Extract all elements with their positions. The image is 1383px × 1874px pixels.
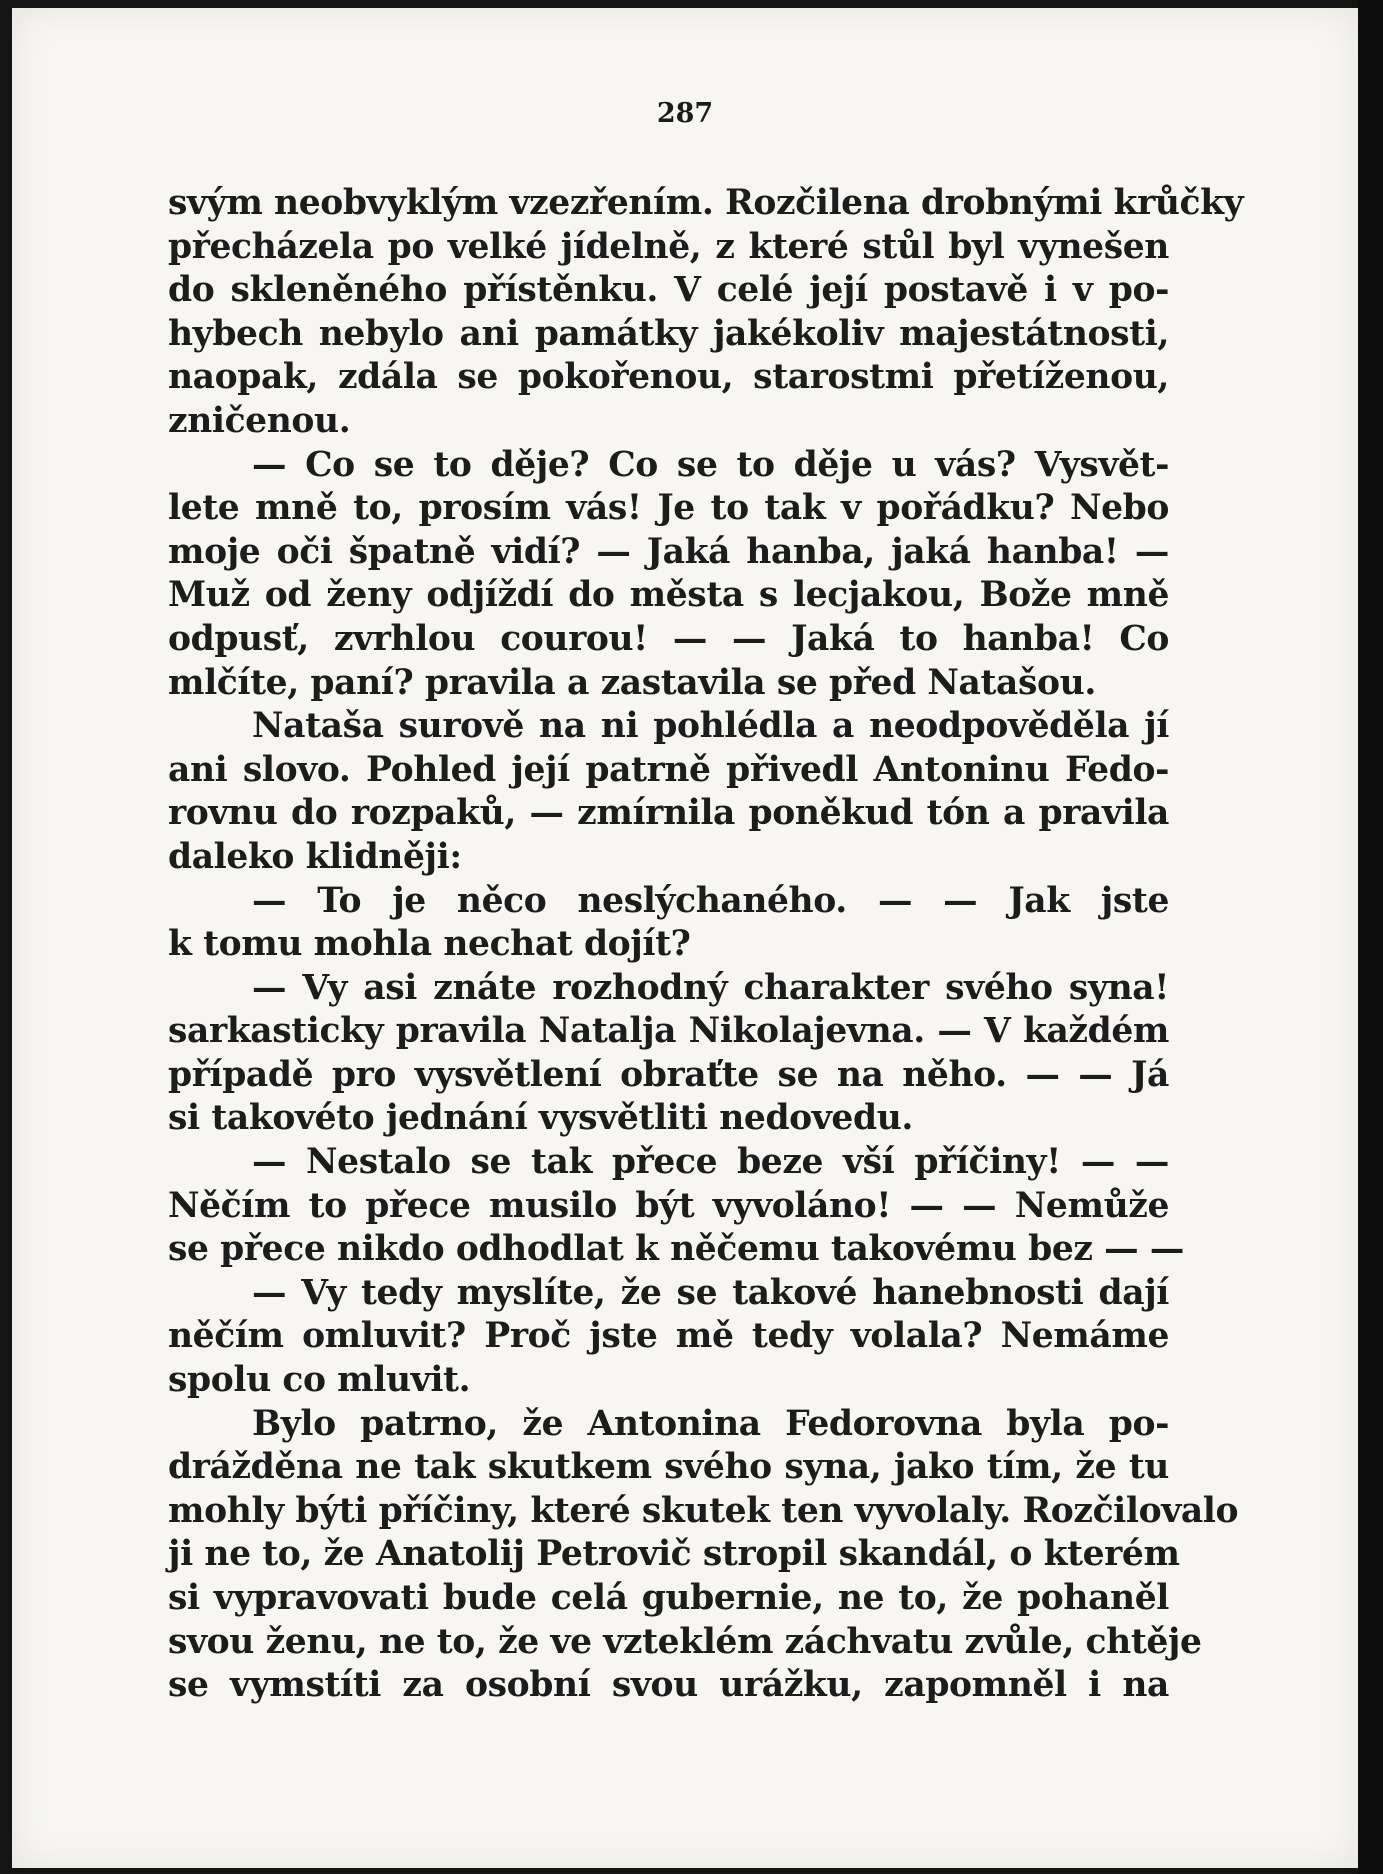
text-line: si vypravovati bude celá gubernie, ne to, že pohaněl (168, 1578, 1169, 1618)
text-line: rovnu do rozpaků, — zmírnila poněkud tón a pravila (168, 793, 1169, 834)
text-line: lete mně to, prosím vás! Je to tak v pořádku? Nebo (168, 488, 1169, 529)
body-text (168, 182, 1244, 1708)
text-line: se vymstíti za osobní svou urážku, zapomněl i na (168, 1665, 1169, 1706)
text-line: spolu co mluvit. (168, 1360, 471, 1401)
text-line: mlčíte, paní? pravila a zastavila se před Natašou. (168, 662, 1096, 703)
text-line: ji ne to, že Anatolij Petrovič stropil skandál, o kterém (168, 1534, 1180, 1575)
text-line: odpusť, zvrhlou courou! — — Jaká to hanba! Co (168, 618, 1169, 659)
text-line: — Co se to děje? Co se to děje u vás? Vysvět- (252, 444, 1169, 485)
text-line: daleko klidněji: (168, 836, 462, 877)
text-line: zničenou. (168, 400, 351, 441)
text-line: — To je něco neslýchaného. — — Jak jste (252, 880, 1169, 921)
scan-border (1358, 0, 1383, 1874)
text-line: přecházela po velké jídelně, z které stůl byl vynešen (168, 226, 1169, 267)
text-line: si takovéto jednání vysvětliti nedovedu. (168, 1098, 913, 1139)
text-line: se přece nikdo odhodlat k něčemu takovému bez — — (168, 1229, 1184, 1270)
text-line: případě pro vysvětlení obraťte se na něho. — — Já (168, 1054, 1169, 1095)
text-line: ani slovo. Pohled její patrně přivedl Antoninu Fedo- (168, 749, 1169, 790)
text-line: — Vy tedy myslíte, že se takové hanebnosti dají (252, 1272, 1169, 1313)
text-line: naopak, zdála se pokořenou, starostmi přetíženou, (168, 357, 1169, 398)
text-line: svým neobvyklým vzezřením. Rozčilena drobnými krůčky (168, 183, 1244, 223)
text-line: k tomu mohla nechat dojít? (168, 924, 691, 965)
text-line: svou ženu, ne to, že ve vzteklém záchvatu zvůle, chtěje (168, 1621, 1202, 1662)
text-line: moje oči špatně vidí? — Jaká hanba, jaká hanba! — (168, 531, 1169, 572)
text-line: hybech nebylo ani památky jakékoliv majestátnosti, (168, 313, 1169, 354)
text-line: — Nestalo se tak přece beze vší příčiny! — — (252, 1142, 1169, 1183)
book-page (12, 8, 1358, 1868)
text-line: do skleněného přístěnku. V celé její postavě i v po- (168, 270, 1169, 311)
text-line: Nataša surově na ni pohlédla a neodpověděla jí (252, 706, 1169, 747)
text-line: Něčím to přece musilo být vyvoláno! — — Nemůže (168, 1185, 1169, 1226)
text-line: — Vy asi znáte rozhodný charakter svého syna! (252, 967, 1169, 1008)
text-line: Bylo patrno, že Antonina Fedorovna byla po- (252, 1403, 1169, 1444)
text-line: drážděna ne tak skutkem svého syna, jako tím, že tu (168, 1447, 1169, 1488)
page-number: 287 (656, 98, 714, 129)
text-line: Muž od ženy odjíždí do města s lecjakou, Bože mně (168, 575, 1169, 616)
text-line: mohly býti příčiny, které skutek ten vyvolaly. Rozčilovalo (168, 1490, 1239, 1531)
text-line: sarkasticky pravila Natalja Nikolajevna. — V každém (168, 1011, 1169, 1052)
text-line: něčím omluvit? Proč jste mě tedy volala? Nemáme (168, 1316, 1169, 1357)
